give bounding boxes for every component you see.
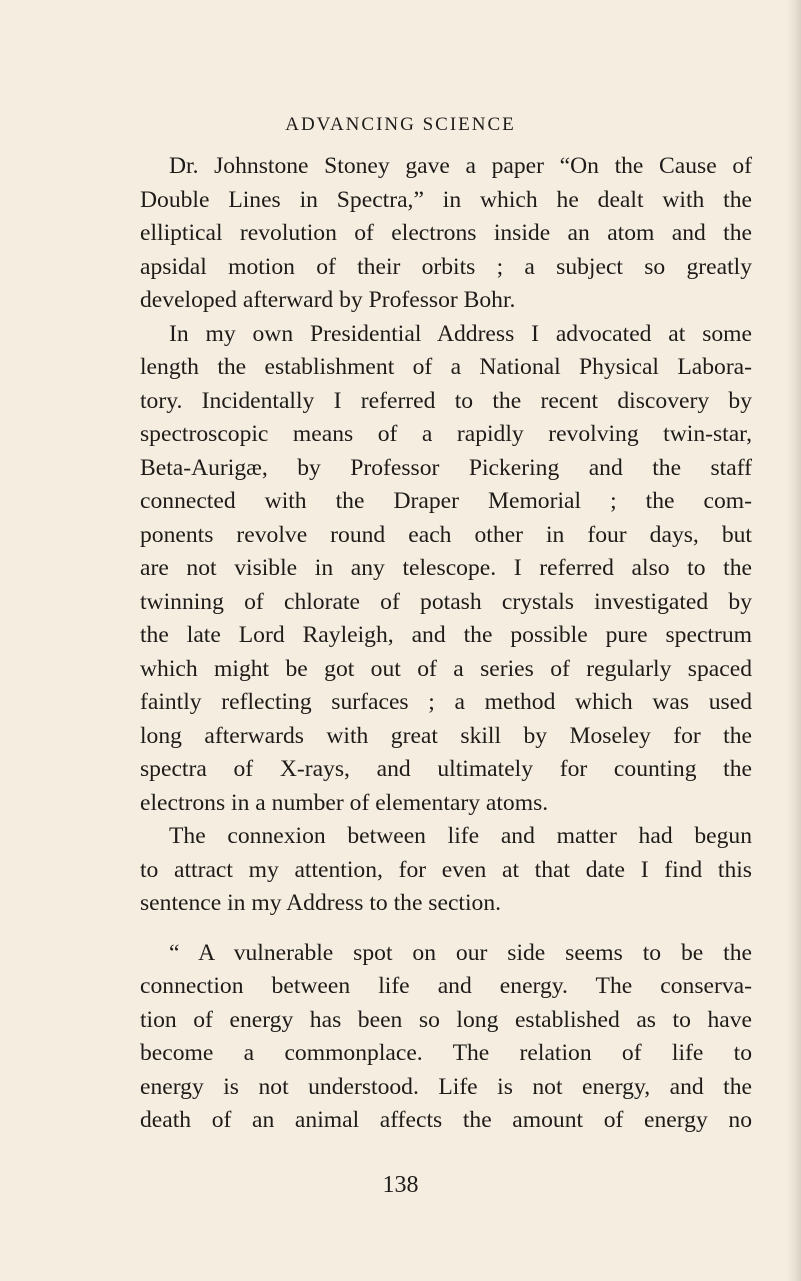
text-line: are not visible in any telescope. I referred also to the [140, 555, 752, 581]
text-line: connection between life and energy. The conserva- [140, 973, 752, 999]
text-line: tion of energy has been so long established as to have [140, 1006, 752, 1033]
paragraph [140, 150, 752, 318]
running-head: ADVANCING SCIENCE [285, 114, 516, 135]
text-line: “ A vulnerable spot on our side seems to be the [169, 939, 752, 966]
text-line: length the establishment of a National Physical Labora- [140, 354, 752, 380]
text-line: long afterwards with great skill by Moseley for the [140, 722, 752, 749]
body-text [140, 150, 752, 1138]
text-line: Dr. Johnstone Stoney gave a paper “On the Cause of [169, 153, 752, 179]
paragraph [140, 318, 752, 821]
text-line: sentence in my Address to the section. [140, 890, 502, 916]
text-line: spectra of X-rays, and ultimately for counting the [140, 756, 752, 782]
text-line: energy is not understood. Life is not energy, and the [140, 1073, 752, 1100]
text-line: Beta-Aurigæ, by Professor Pickering and the staff [140, 454, 752, 481]
text-line: developed afterward by Professor Bohr. [140, 287, 516, 313]
text-line: tory. Incidentally I referred to the recent discovery by [140, 387, 752, 414]
page-number: 138 [382, 1172, 419, 1198]
text-line: which might be got out of a series of regularly spaced [140, 655, 752, 682]
quote-spacer [140, 921, 752, 937]
text-line: become a commonplace. The relation of life to [140, 1040, 752, 1066]
text-line: apsidal motion of their orbits ; a subject so greatly [140, 253, 752, 280]
text-line: spectroscopic means of a rapidly revolving twin-star, [140, 421, 752, 447]
paragraph [140, 820, 752, 921]
block-quote [140, 937, 752, 1138]
text-line: death of an animal affects the amount of energy no [140, 1107, 752, 1133]
page-edge-shadow [787, 0, 801, 1281]
text-line: the late Lord Rayleigh, and the possible pure spectrum [140, 622, 752, 648]
text-line: ponents revolve round each other in four days, but [140, 521, 752, 548]
text-line: connected with the Draper Memorial ; the com- [140, 488, 752, 514]
text-line: to attract my attention, for even at that date I find this [140, 856, 752, 883]
text-line: electrons in a number of elementary atoms. [140, 789, 549, 816]
text-line: twinning of chlorate of potash crystals investigated by [140, 588, 752, 615]
text-line: In my own Presidential Address I advocated at some [169, 320, 752, 347]
text-line: The connexion between life and matter had begun [169, 823, 752, 849]
text-line: Double Lines in Spectra,” in which he dealt with the [140, 186, 752, 213]
text-line: elliptical revolution of electrons inside an atom and the [140, 220, 752, 246]
text-line: faintly reflecting surfaces ; a method which was used [140, 689, 752, 715]
